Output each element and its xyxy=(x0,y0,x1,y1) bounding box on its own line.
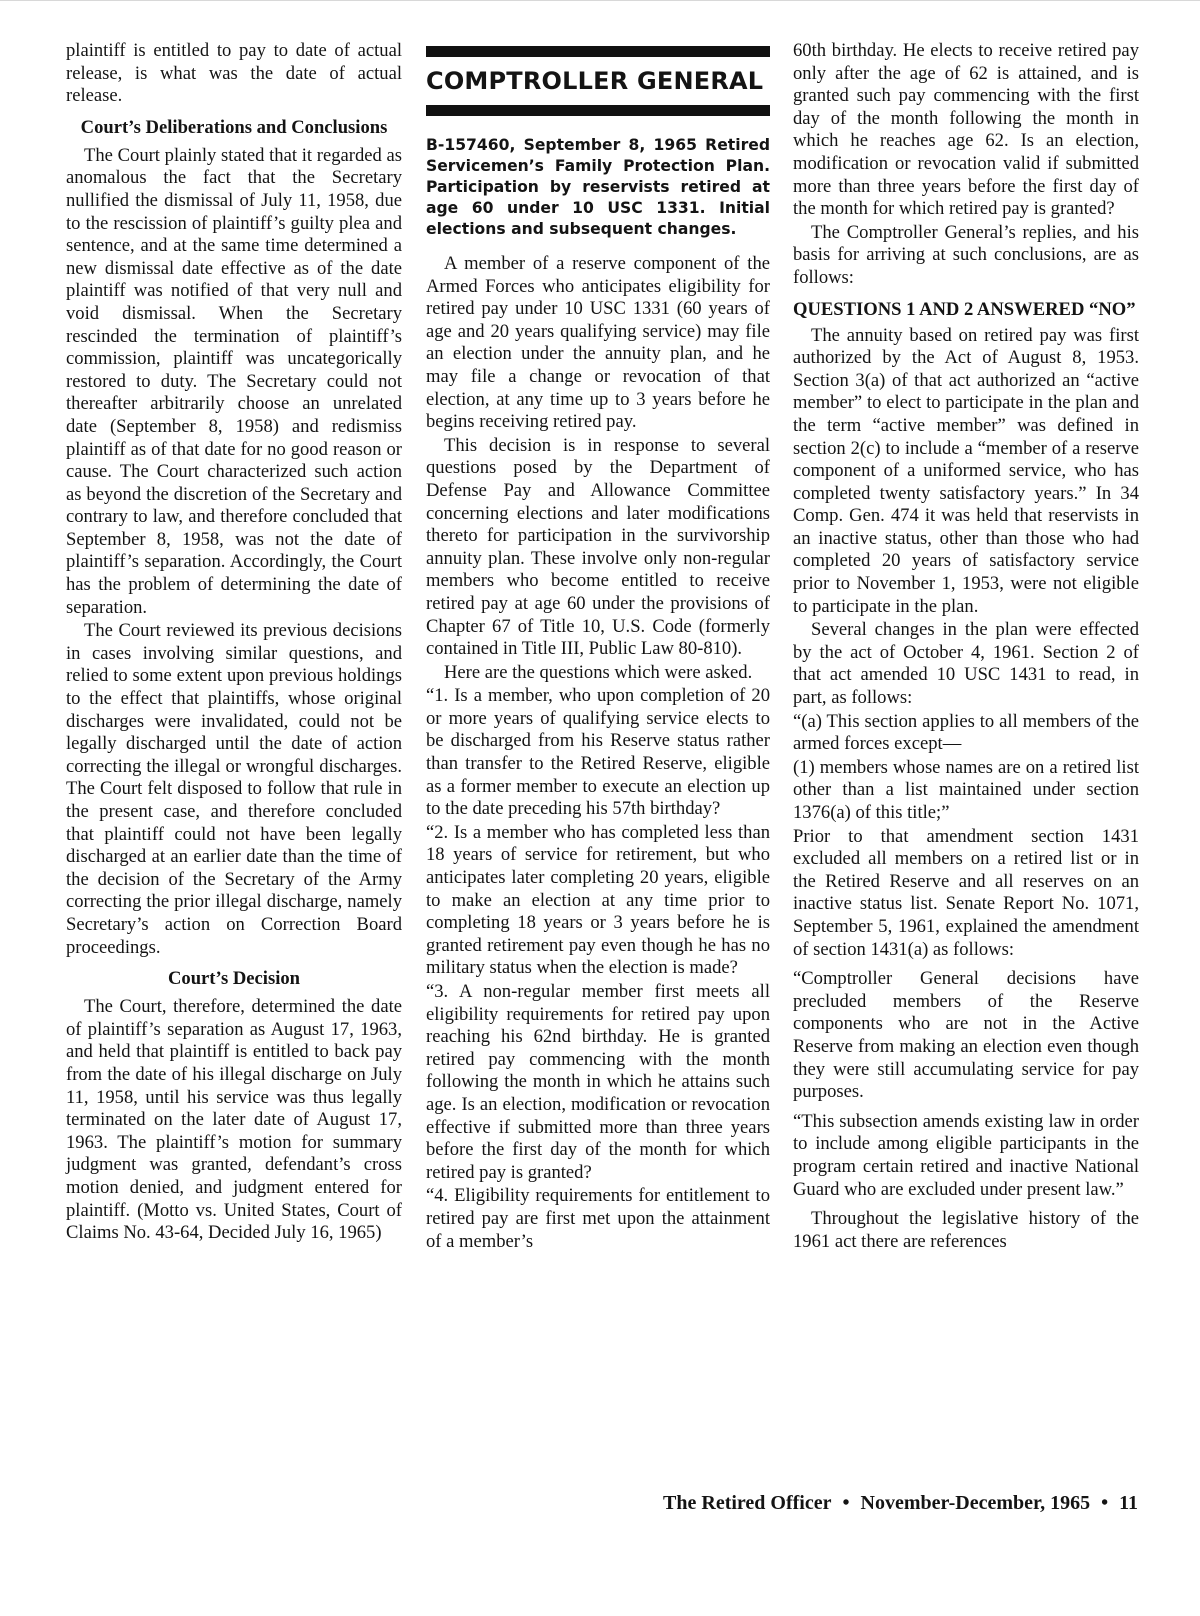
column-2 xyxy=(426,46,770,1254)
question-2: “2. Is a member who has completed less than 18 years of service for retirement, but who anticipates later completing 20 years, eligible to make an election at any time prior to completing 18 years or 3 years before he is granted retirement pay even though he has no military status when the election is made? xyxy=(426,821,770,979)
paragraph: The Court, therefore, determined the date of plaintiff’s separation as August 17, 1963, and held that plaintiff is entitled to back pay from the date of his illegal discharge on July 11, 1958, until his service was thus legally terminated on the later date of August 17, 1963. The plaintiff’s motion for summary judgment was granted, defendant’s cross motion denied, and judgment entered for plaintiff. (Motto vs. United States, Court of Claims No. 43-64, Decided July 16, 1965) xyxy=(66,996,402,1244)
issue-date: November-December, 1965 xyxy=(860,1492,1091,1514)
paragraph: The annuity based on retired pay was first authorized by the Act of August 8, 1953. Section 3(a) of that act authorized an “active member” to elect to participate in the plan and the term “active member” was defined in section 2(c) to include a “member of a reserve component of a uniformed service, who has completed twenty satisfactory years.” In 34 Comp. Gen. 474 it was held that reservists in an inactive status, other than those who had completed 20 years of satisfactory service prior to November 1, 1953, were not eligible to participate in the plan. xyxy=(793,324,1139,617)
quote: “(a) This section applies to all members of the armed forces except— xyxy=(793,710,1139,755)
question-3: “3. A non-regular member first meets all eligibility requirements for retired pay upon reaching his 62nd birthday. He is granted retired pay commencing with the month following the month in which he attains such age. Is an election, modification or revocation effective if submitted more than three years before the first day of the month for which retired pay is granted? xyxy=(426,981,770,1183)
question-4: “4. Eligibility requirements for entitlement to retired pay are first met upon the attainment of a member’s xyxy=(426,1185,770,1252)
quote: “This subsection amends existing law in order to include among eligible participants in the program certain retired and inactive National Guard who are excluded under present law.” xyxy=(793,1110,1139,1200)
quote: “Comptroller General decisions have precluded members of the Reserve components who are not in the Active Reserve from making an election even though they were still accumulating service for pay purposes. xyxy=(793,968,1139,1103)
paragraph: Several changes in the plan were effected by the act of October 4, 1961. Section 2 of that act amended 10 USC 1431 to read, in part, as follows: xyxy=(793,619,1139,709)
page-number: 11 xyxy=(1119,1492,1138,1514)
paragraph: The Court plainly stated that it regarded as anomalous the fact that the Secretary nullified the dismissal of July 11, 1958, due to the rescission of plaintiff’s guilty plea and sentence, and at the same time determined a new dismissal date effective as of the date plaintiff was notified of that very null and void dismissal. When the Secretary rescinded the termination of plaintiff’s commission, plaintiff was uncategorically restored to duty. The Secretary could not thereafter arbitrarily choose an unrelated date (September 8, 1958) and redismiss plaintiff as of that date for no good reason or cause. The Court characterized such action as beyond the discretion of the Secretary and contrary to law, and therefore concluded that September 8, 1958, was not the date of plaintiff’s separation. Accordingly, the Court has the problem of determining the date of separation. xyxy=(66,144,402,618)
rule-top xyxy=(426,46,770,57)
question-1: “1. Is a member, who upon completion of 20 or more years of qualifying service elects to be discharged from his Reserve status rather than transfer to the Retired Reserve, eligible as a former member to execute an election up to the date preceding his 57th birthday? xyxy=(426,685,770,820)
column-1 xyxy=(66,40,402,1246)
paragraph: Here are the questions which were asked. xyxy=(444,661,753,683)
section-heading-deliberations: Court’s Deliberations and Conclusions xyxy=(80,116,388,138)
ruling-heading: B-157460, September 8, 1965 Retired Servicemen’s Family Protection Plan. Participation by reservists retired at age 60 under 10 USC 1331. Initial elections and subsequent changes. xyxy=(426,136,770,238)
paragraph-intro: plaintiff is entitled to pay to date of actual release, is what was the date of actual release. xyxy=(66,40,402,107)
quote: (1) members whose names are on a retired list other than a list maintained under section 1376(a) of this title;” xyxy=(793,756,1139,823)
paragraph: This decision is in response to several questions posed by the Department of Defense Pay and Allowance Committee concerning elections and later modifications thereto for participation in the survivorship annuity plan. These involve only non-regular members who become entitled to receive retired pay at age 60 under the provisions of Chapter 67 of Title 10, U.S. Code (formerly contained in Title III, Public Law 80-810). xyxy=(426,434,770,660)
bullet-separator: • xyxy=(1101,1492,1109,1514)
paragraph: The Comptroller General’s replies, and his basis for arriving at such conclusions, are as follows: xyxy=(793,221,1139,288)
column-3 xyxy=(793,40,1139,1254)
section-heading-questions: QUESTIONS 1 AND 2 ANSWERED “NO” xyxy=(793,298,1136,320)
bullet-separator: • xyxy=(842,1492,850,1514)
paragraph: Prior to that amendment section 1431 excluded all members on a retired list or in the Retired Reserve and all reserves on an inactive status list. Senate Report No. 1071, September 5, 1961, explained the amendment of section 1431(a) as follows: xyxy=(793,825,1139,960)
paragraph: Throughout the legislative history of the 1961 act there are references xyxy=(793,1208,1139,1252)
section-heading-decision: Court’s Decision xyxy=(167,968,301,990)
publication-title: The Retired Officer xyxy=(663,1492,832,1514)
paragraph: The Court reviewed its previous decisions in cases involving similar questions, and relied to some extent upon previous holdings to the effect that plaintiffs, whose original discharges were invalidated, could not be legally discharged until the date of action correcting the illegal or wrongful discharges. The Court felt disposed to follow that rule in the present case, and therefore concluded that plaintiff could not have been legally discharged at an earlier date than the time of the decision of the Secretary of the Army correcting the prior illegal discharge, namely Secretary’s action on Correction Board proceedings. xyxy=(66,620,402,958)
page-footer xyxy=(663,1492,1138,1515)
paragraph: A member of a reserve component of the Armed Forces who anticipates eligibility for retired pay under 10 USC 1331 (60 years of age and 20 years qualifying service) may file an election under the annuity plan, and he may file a change or revocation of that election, at any time up to 3 years before he begins receiving retired pay. xyxy=(426,253,770,433)
scan-edge-line xyxy=(0,0,1200,1)
paragraph-continued: 60th birthday. He elects to receive retired pay only after the age of 62 is attained, and is granted such pay commencing with the first day of the month following the month in which he reaches age 62. Is an election, modification or revocation valid if submitted more than three years before the first day of the month for which retired pay is granted? xyxy=(793,40,1139,220)
department-heading: COMPTROLLER GENERAL xyxy=(426,67,764,95)
rule-bottom xyxy=(426,105,770,116)
